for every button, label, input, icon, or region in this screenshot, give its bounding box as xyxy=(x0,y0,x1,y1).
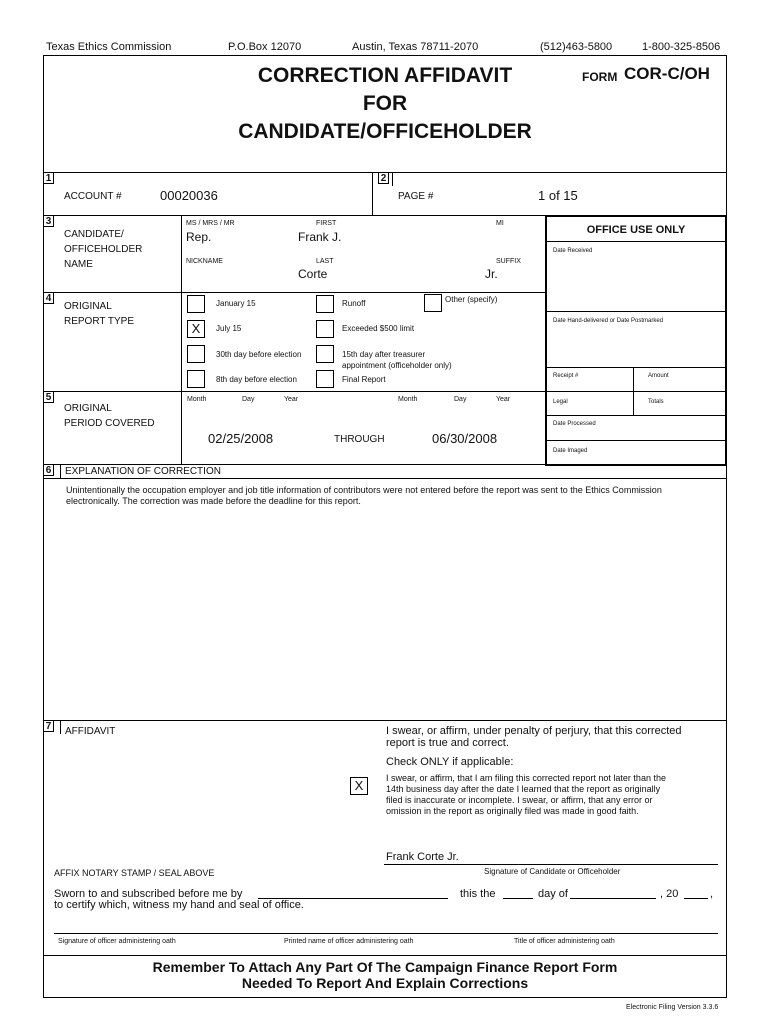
period-covered-label-line1: ORIGINAL xyxy=(64,403,112,414)
candidate-signature[interactable]: Frank Corte Jr. xyxy=(386,851,459,863)
checkbox-15th-day[interactable] xyxy=(316,345,334,363)
option-15th-day-line1: 15th day after treasurer xyxy=(342,350,426,359)
totals-label: Totals xyxy=(648,399,664,405)
explanation-label: EXPLANATION OF CORRECTION xyxy=(65,466,221,477)
signature-label: Signature of Candidate or Officeholder xyxy=(484,867,621,876)
section-2-number: 2 xyxy=(378,172,389,184)
candidate-label-line1: CANDIDATE/ xyxy=(64,229,124,240)
month-line[interactable] xyxy=(570,898,656,899)
option-8th-day: 8th day before election xyxy=(216,375,297,384)
suffix-label: SUFFIX xyxy=(496,258,521,265)
candidate-label-line2: OFFICEHOLDER xyxy=(64,244,143,255)
receipt-label: Receipt # xyxy=(553,373,579,379)
form-code: COR-C/OH xyxy=(624,64,710,83)
period-covered-label-line2: PERIOD COVERED xyxy=(64,418,155,429)
swear-14-day-line2: 14th business day after the date I learned that the report as originally xyxy=(386,784,661,794)
reminder-line1: Remember To Attach Any Part Of The Campaign Finance Report Form xyxy=(152,959,618,975)
to-day-label: Day xyxy=(454,396,467,403)
date-received-label: Date Received xyxy=(553,248,593,254)
legal-label: Legal xyxy=(553,399,568,405)
option-30th-day: 30th day before election xyxy=(216,350,302,359)
period-to-date[interactable]: 06/30/2008 xyxy=(432,431,498,446)
account-label: ACCOUNT # xyxy=(64,191,122,202)
date-imaged-label: Date Imaged xyxy=(553,448,588,454)
period-covered-label xyxy=(64,401,155,431)
section-1-number: 1 xyxy=(43,172,54,184)
title-prefix-label: MS / MRS / MR xyxy=(186,220,235,227)
from-year-label: Year xyxy=(284,396,299,403)
section-6-number: 6 xyxy=(43,464,54,476)
checkbox-8th-day[interactable] xyxy=(187,370,205,388)
section-5-number: 5 xyxy=(43,391,54,403)
year-line[interactable] xyxy=(684,898,708,899)
option-july-15: July 15 xyxy=(216,324,242,333)
section-7-number: 7 xyxy=(43,720,54,732)
trailing-comma: , xyxy=(710,888,714,900)
checkbox-other[interactable] xyxy=(424,294,442,312)
page-value[interactable]: 1 of 15 xyxy=(538,188,578,203)
form-frame xyxy=(43,55,727,998)
amount-label: Amount xyxy=(648,373,669,379)
sworn-text: Sworn to and subscribed before me by xyxy=(54,888,243,900)
last-name-value[interactable]: Corte xyxy=(298,267,328,281)
office-use-title: OFFICE USE ONLY xyxy=(586,224,686,236)
city-address: Austin, Texas 78711-2070 xyxy=(352,41,479,53)
day-of-label: day of xyxy=(538,888,568,900)
option-15th-day xyxy=(342,349,452,371)
form-title-line3: CANDIDATE/OFFICEHOLDER xyxy=(238,120,532,143)
swear-statement-line1: I swear, or affirm, under penalty of perjury, that this corrected xyxy=(386,725,682,737)
checkbox-30th-day[interactable] xyxy=(187,345,205,363)
option-exceeded-500: Exceeded $500 limit xyxy=(342,324,415,333)
year-prefix: , 20 xyxy=(660,888,679,900)
option-runoff: Runoff xyxy=(342,299,366,308)
phone-number: (512)463-5800 xyxy=(540,41,613,53)
candidate-label-line3: NAME xyxy=(64,259,93,270)
last-name-label: LAST xyxy=(316,258,334,265)
swear-statement xyxy=(386,725,682,749)
swear-14-day-line4: omission in the report as originally filed was made in good faith. xyxy=(386,806,639,816)
first-name-label: FIRST xyxy=(316,220,337,227)
middle-initial-label: MI xyxy=(496,220,504,227)
from-month-label: Month xyxy=(187,396,207,403)
reminder-text xyxy=(43,959,727,991)
explanation-text[interactable]: Unintentionally the occupation employer and job title information of contributors were not entered before the report was sent to the Ethics Commission electronically. The correction was made before the deadline for this report. xyxy=(66,485,662,506)
nickname-label: NICKNAME xyxy=(186,258,223,265)
option-january-15: January 15 xyxy=(216,299,256,308)
section-3-number: 3 xyxy=(43,215,54,227)
swear-14-day-line1: I swear, or affirm, that I am filing this corrected report not later than the xyxy=(386,773,666,783)
checkbox-january-15[interactable] xyxy=(187,295,205,313)
form-label: FORM xyxy=(582,70,618,84)
po-box: P.O.Box 12070 xyxy=(228,41,302,53)
option-final-report: Final Report xyxy=(342,375,386,384)
swear-14-day-line3: filed is inaccurate or incomplete. I swear, or affirm, that any error or xyxy=(386,795,653,805)
day-line[interactable] xyxy=(503,898,533,899)
checkbox-exceeded-500[interactable] xyxy=(316,320,334,338)
form-title-line2: FOR xyxy=(362,92,408,115)
agency-name: Texas Ethics Commission xyxy=(46,41,172,53)
first-name-value[interactable]: Frank J. xyxy=(298,230,342,244)
date-hand-delivered-label: Date Hand-delivered or Date Postmarked xyxy=(553,318,664,324)
to-year-label: Year xyxy=(496,396,511,403)
title-prefix-value[interactable]: Rep. xyxy=(186,230,212,244)
checkbox-14th-business-day[interactable]: X xyxy=(350,777,368,795)
report-type-label-line1: ORIGINAL xyxy=(64,301,112,312)
checkbox-runoff[interactable] xyxy=(316,295,334,313)
report-type-label xyxy=(64,299,134,329)
notary-stamp-label: AFFIX NOTARY STAMP / SEAL ABOVE xyxy=(54,868,215,878)
swear-statement-line2: report is true and correct. xyxy=(386,737,509,749)
period-from-date[interactable]: 02/25/2008 xyxy=(208,431,274,446)
this-the-label: this the xyxy=(460,888,496,900)
certify-text: to certify which, witness my hand and seal of office. xyxy=(54,899,304,911)
check-only-label: Check ONLY if applicable: xyxy=(386,756,514,768)
version-label: Electronic Filing Version 3.3.6 xyxy=(626,1004,719,1011)
to-month-label: Month xyxy=(398,396,418,403)
from-day-label: Day xyxy=(242,396,255,403)
page-label: PAGE # xyxy=(398,191,434,202)
report-type-label-line2: REPORT TYPE xyxy=(64,316,135,327)
swear-14-day-statement xyxy=(386,773,666,817)
section-4-number: 4 xyxy=(43,292,54,304)
affidavit-label: AFFIDAVIT xyxy=(65,726,116,737)
officer-printed-name-label: Printed name of officer administering oath xyxy=(284,938,414,945)
option-other-specify: Other (specify) xyxy=(445,295,498,304)
form-title-line1: CORRECTION AFFIDAVIT xyxy=(257,64,513,87)
account-value[interactable]: 00020036 xyxy=(160,188,218,203)
toll-free-number: 1-800-325-8506 xyxy=(642,41,721,53)
checkbox-july-15[interactable]: X xyxy=(187,320,205,338)
checkbox-final-report[interactable] xyxy=(316,370,334,388)
suffix-value[interactable]: Jr. xyxy=(485,267,498,281)
officer-title-label: Title of officer administering oath xyxy=(514,938,615,945)
reminder-line2: Needed To Report And Explain Corrections xyxy=(241,975,529,991)
officer-signature-label: Signature of officer administering oath xyxy=(58,938,176,945)
through-label: THROUGH xyxy=(334,434,385,445)
date-processed-label: Date Processed xyxy=(553,421,596,427)
option-15th-day-line2: appointment (officeholder only) xyxy=(342,361,452,370)
candidate-label xyxy=(64,227,142,272)
